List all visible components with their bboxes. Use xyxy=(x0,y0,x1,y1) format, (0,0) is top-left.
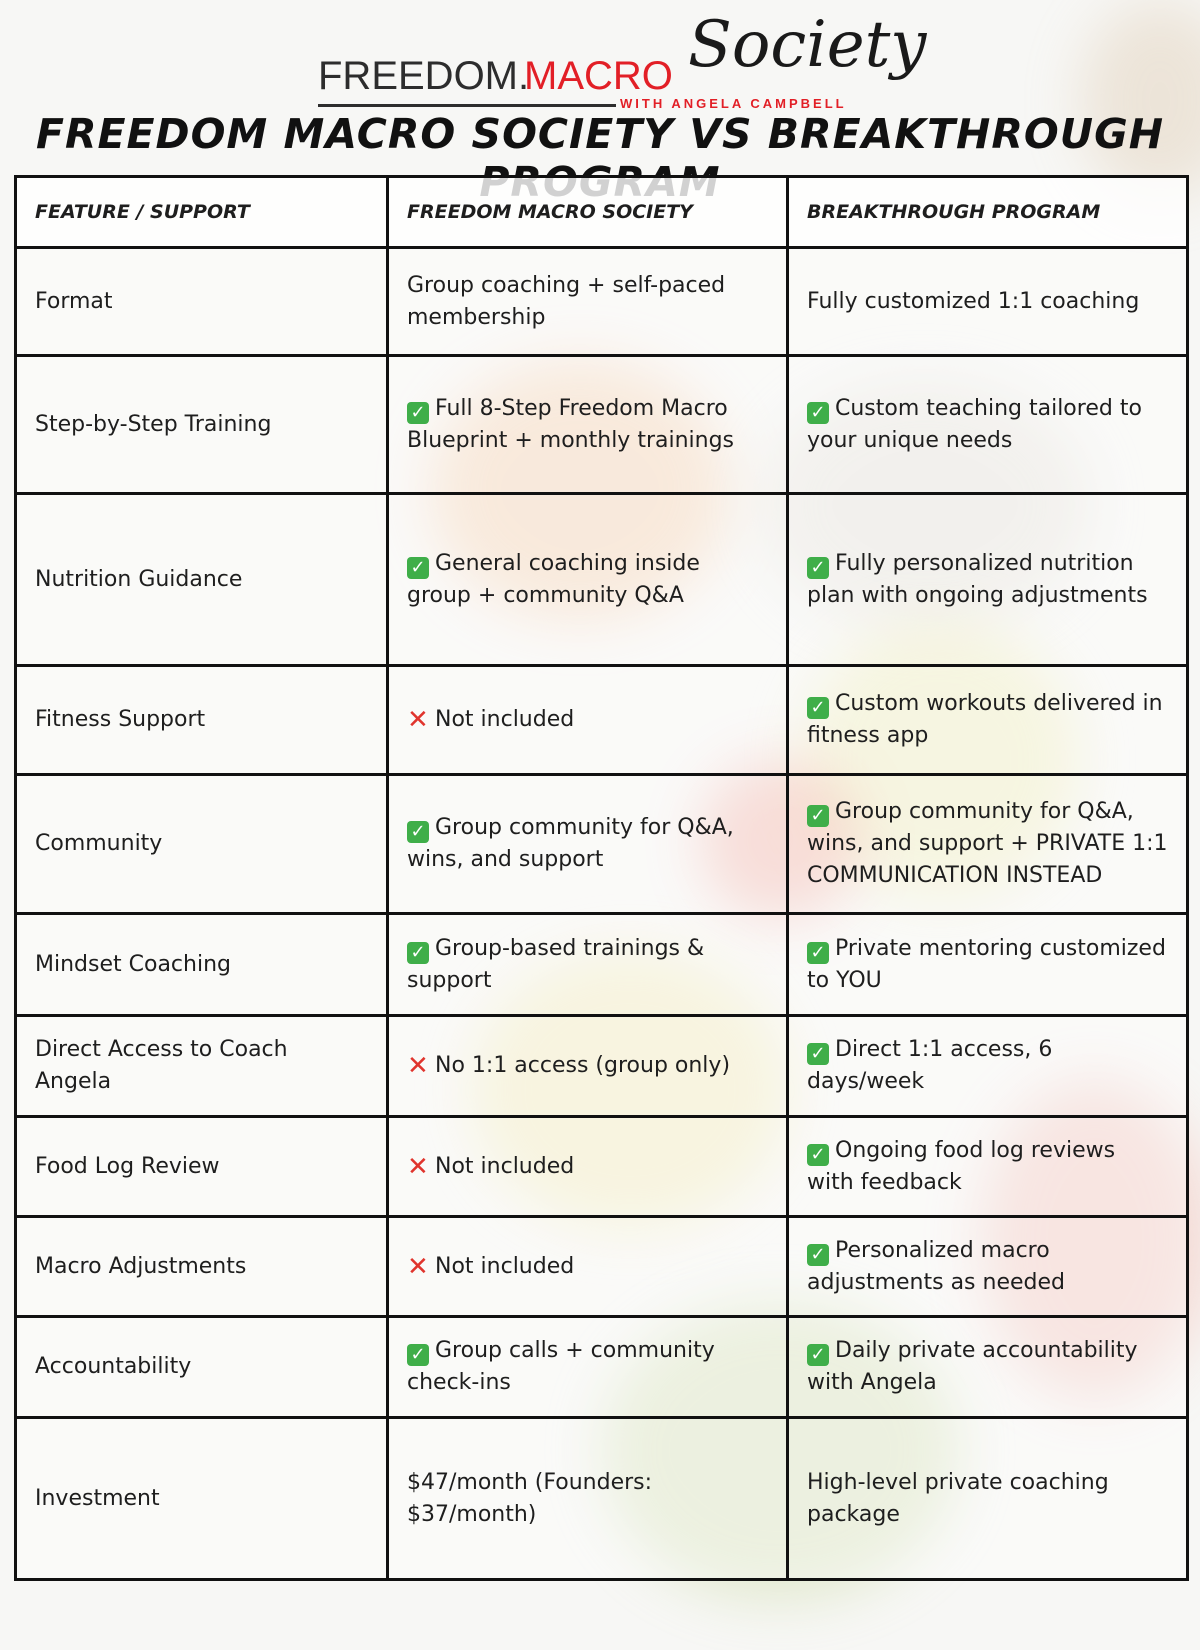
cell-text: Custom teaching tailored to your unique needs xyxy=(807,395,1142,453)
bp-cell xyxy=(788,914,1188,1016)
cell-text: Group community for Q&A, wins, and support xyxy=(407,815,734,872)
table-row xyxy=(16,1418,1188,1580)
bp-cell xyxy=(788,1117,1188,1217)
bp-cell xyxy=(788,1317,1188,1418)
feature-cell: Nutrition Guidance xyxy=(16,494,388,666)
cell-text: Daily private accountability with Angela xyxy=(807,1338,1138,1395)
table-body xyxy=(16,248,1188,1580)
cell-text: Custom workouts delivered in fitness app xyxy=(807,691,1163,748)
bp-cell xyxy=(788,1418,1188,1580)
cell-text: Private mentoring customized to YOU xyxy=(807,935,1166,993)
cross-icon: ✕ xyxy=(407,705,429,735)
feature-cell: Step-by-Step Training xyxy=(16,356,388,494)
column-header-bp: BREAKTHROUGH PROGRAM xyxy=(788,177,1188,248)
feature-cell: Mindset Coaching xyxy=(16,914,388,1016)
cell-text: Group coaching + self-paced membership xyxy=(407,272,726,330)
cell-text: Group-based trainings & support xyxy=(407,935,705,993)
logo-word-macro: MACRO xyxy=(524,54,673,98)
check-icon: ✓ xyxy=(407,1344,429,1366)
bp-cell xyxy=(788,494,1188,666)
cell-text: Personalized macro adjustments as needed xyxy=(807,1237,1065,1295)
table-row xyxy=(16,356,1188,494)
feature-cell: Direct Access to Coach Angela xyxy=(16,1016,388,1117)
feature-cell: Community xyxy=(16,775,388,914)
cell-text: Not included xyxy=(435,707,575,732)
cell-text: High-level private coaching package xyxy=(807,1469,1109,1527)
cell-text: General coaching inside group + community Q&A xyxy=(407,550,700,608)
check-icon: ✓ xyxy=(407,402,429,424)
bp-cell xyxy=(788,775,1188,914)
check-icon: ✓ xyxy=(407,557,429,579)
logo-tagline: WITH ANGELA CAMPBELL xyxy=(620,96,847,111)
cross-icon: ✕ xyxy=(407,1151,429,1182)
check-icon: ✓ xyxy=(807,1344,829,1366)
fms-cell xyxy=(388,1418,788,1580)
table-row xyxy=(16,1016,1188,1117)
brand-logo xyxy=(318,8,927,120)
fms-cell xyxy=(388,666,788,775)
feature-cell: Investment xyxy=(16,1418,388,1580)
cross-icon: ✕ xyxy=(407,1051,429,1081)
fms-cell xyxy=(388,248,788,356)
table-row xyxy=(16,775,1188,914)
column-header-feature: FEATURE / SUPPORT xyxy=(16,177,388,248)
check-icon: ✓ xyxy=(807,402,829,424)
bp-cell xyxy=(788,1016,1188,1117)
fms-cell xyxy=(388,1016,788,1117)
header xyxy=(0,0,1200,170)
cell-text: Group calls + community check-ins xyxy=(407,1338,715,1395)
cell-text: Ongoing food log reviews with feedback xyxy=(807,1137,1116,1195)
check-icon: ✓ xyxy=(807,942,829,964)
cell-text: Not included xyxy=(435,1253,575,1279)
fms-cell xyxy=(388,1117,788,1217)
cell-text: No 1:1 access (group only) xyxy=(435,1053,731,1078)
cell-text: Fully customized 1:1 coaching xyxy=(807,288,1140,314)
logo-script-society: Society xyxy=(688,8,927,82)
cross-icon: ✕ xyxy=(407,1251,429,1282)
check-icon: ✓ xyxy=(807,697,829,719)
bp-cell xyxy=(788,248,1188,356)
bp-cell xyxy=(788,1217,1188,1317)
table-header-row xyxy=(16,177,1188,248)
fms-cell xyxy=(388,494,788,666)
table-row xyxy=(16,1117,1188,1217)
fms-cell xyxy=(388,775,788,914)
feature-cell: Fitness Support xyxy=(16,666,388,775)
table-row xyxy=(16,494,1188,666)
feature-cell: Accountability xyxy=(16,1317,388,1418)
bp-cell xyxy=(788,666,1188,775)
cell-text: $47/month (Founders: $37/month) xyxy=(407,1469,653,1527)
check-icon: ✓ xyxy=(807,1144,829,1166)
cell-text: Not included xyxy=(435,1153,575,1179)
table-row xyxy=(16,666,1188,775)
feature-cell: Macro Adjustments xyxy=(16,1217,388,1317)
table-row xyxy=(16,1317,1188,1418)
bp-cell xyxy=(788,356,1188,494)
logo-underline xyxy=(318,104,616,107)
check-icon: ✓ xyxy=(807,1244,829,1266)
fms-cell xyxy=(388,1217,788,1317)
cell-text: Full 8-Step Freedom Macro Blueprint + monthly trainings xyxy=(407,395,735,453)
fms-cell xyxy=(388,1317,788,1418)
check-icon: ✓ xyxy=(807,805,829,827)
check-icon: ✓ xyxy=(807,1043,829,1065)
cell-text: Group community for Q&A, wins, and support + PRIVATE 1:1 COMMUNICATION INSTEAD xyxy=(807,799,1168,888)
page-title: FREEDOM MACRO SOCIETY VS BREAKTHROUGH xyxy=(35,110,1165,158)
cell-text: Direct 1:1 access, 6 days/week xyxy=(807,1037,1053,1094)
fms-cell xyxy=(388,356,788,494)
comparison-table xyxy=(14,175,1189,1581)
column-header-fms: FREEDOM MACRO SOCIETY xyxy=(388,177,788,248)
logo-word-freedom: FREEDOM. xyxy=(318,54,530,98)
fms-cell xyxy=(388,914,788,1016)
feature-cell: Food Log Review xyxy=(16,1117,388,1217)
check-icon: ✓ xyxy=(407,821,429,843)
check-icon: ✓ xyxy=(407,942,429,964)
check-icon: ✓ xyxy=(807,557,829,579)
table-row xyxy=(16,248,1188,356)
feature-cell: Format xyxy=(16,248,388,356)
table-row xyxy=(16,1217,1188,1317)
table-row xyxy=(16,914,1188,1016)
cell-text: Fully personalized nutrition plan with ongoing adjustments xyxy=(807,550,1148,608)
